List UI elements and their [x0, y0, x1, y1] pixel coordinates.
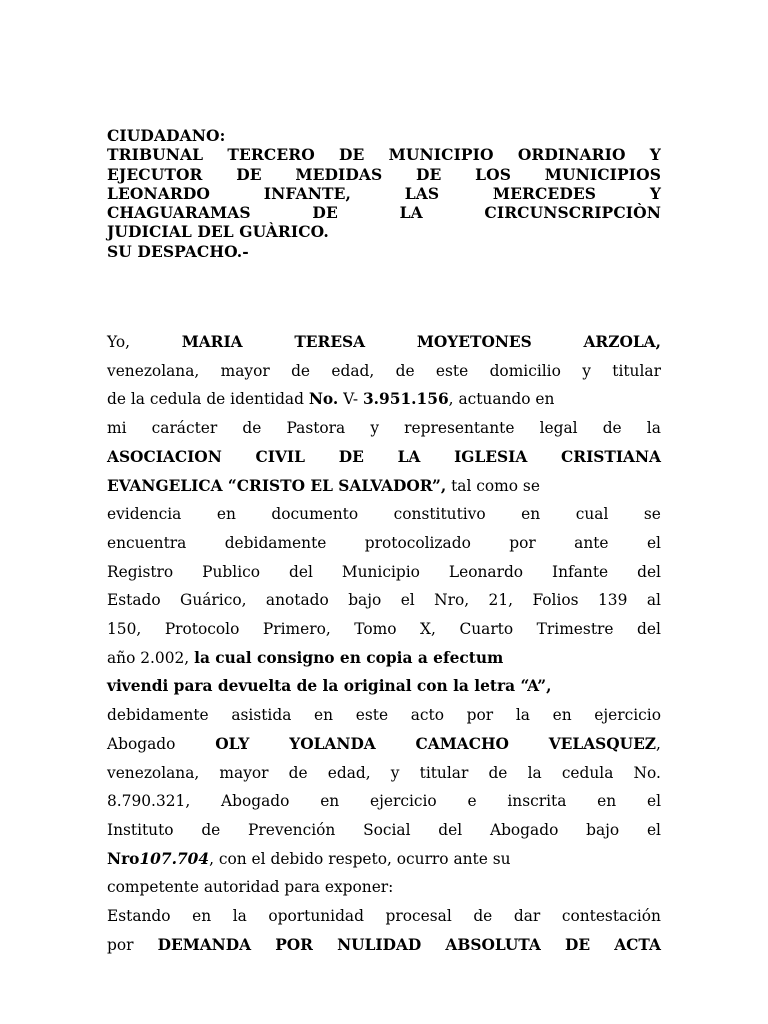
- word: ACTA: [614, 935, 661, 954]
- word: MUNICIPIOS: [544, 164, 661, 184]
- word: el: [646, 820, 661, 839]
- word: Primero,: [262, 620, 331, 639]
- word: de: [201, 820, 221, 839]
- header-line-7: SU DESPACHO.-: [107, 241, 249, 261]
- body-line-16: [107, 759, 661, 788]
- body-line-12: [107, 644, 661, 673]
- word: ,: [656, 734, 661, 753]
- word: INFANTE,: [263, 183, 352, 203]
- word: LAS: [404, 183, 440, 203]
- word: mayor: [220, 361, 270, 380]
- word: Publico: [202, 562, 261, 581]
- body-line-14: [107, 701, 661, 730]
- word: en: [320, 792, 340, 811]
- word: MUNICIPIO: [388, 145, 494, 165]
- text-run: , con el debido respeto, ocurro ante su: [209, 849, 511, 868]
- word: por: [107, 935, 134, 954]
- word: cedula: [561, 763, 614, 782]
- word: titular: [612, 361, 661, 380]
- word: 150,: [107, 620, 142, 639]
- word: ORDINARIO: [517, 145, 626, 165]
- text-run: la cual consigno en copia a efectum: [194, 648, 504, 667]
- word: EJECUTOR: [107, 164, 203, 184]
- word: Tomo: [354, 620, 397, 639]
- header-line-1: CIUDADANO:: [107, 126, 226, 145]
- word: anotado: [265, 591, 329, 610]
- word: cual: [575, 505, 609, 524]
- body-line-1: [107, 328, 661, 357]
- text-run: , actuando en: [448, 390, 555, 409]
- word: en: [521, 505, 541, 524]
- body-line-10: [107, 586, 661, 615]
- word: se: [643, 505, 661, 524]
- document-body: [107, 328, 661, 959]
- text-run: de la cedula de identidad: [107, 390, 309, 409]
- word: en: [314, 706, 334, 725]
- word: Estando: [107, 907, 171, 926]
- word: Infante: [552, 562, 609, 581]
- word: de: [602, 419, 622, 438]
- body-line-7: [107, 500, 661, 529]
- word: e: [467, 792, 477, 811]
- body-line-5: [107, 443, 661, 472]
- word: Abogado: [221, 792, 290, 811]
- word: TERCERO: [227, 145, 315, 165]
- text-run: 107.704: [139, 849, 210, 868]
- word: bajo: [586, 820, 620, 839]
- word: de: [242, 419, 262, 438]
- word: venezolana,: [107, 361, 200, 380]
- word: Instituto: [107, 820, 174, 839]
- word: CIRCUNSCRIPCIÒN: [484, 203, 661, 223]
- word: 139: [598, 591, 628, 610]
- word: inscrita: [507, 792, 567, 811]
- word: de: [488, 763, 508, 782]
- word: de: [291, 361, 311, 380]
- header-line-4: [107, 184, 661, 203]
- word: DEMANDA: [157, 935, 252, 954]
- word: Y: [649, 183, 661, 203]
- header-line-6: JUDICIAL DEL GUÀRICO.: [107, 222, 329, 242]
- text-run: No.: [308, 390, 339, 409]
- word: Cuarto: [459, 620, 514, 639]
- word: DE: [416, 164, 442, 184]
- word: Prevención: [248, 820, 336, 839]
- body-line-13: vivendi para devuelta de la original con la letra “A”,: [107, 677, 552, 696]
- text-run: Nro: [107, 849, 140, 868]
- word: del: [288, 562, 313, 581]
- body-line-9: [107, 558, 661, 587]
- word: representante: [404, 419, 515, 438]
- word: mi: [107, 419, 127, 438]
- word: CAMACHO: [415, 734, 509, 753]
- word: asistida: [231, 706, 292, 725]
- word: de: [473, 907, 493, 926]
- header-line-5: [107, 203, 661, 222]
- word: Abogado: [489, 820, 559, 839]
- word: oportunidad: [268, 907, 364, 926]
- body-line-18: [107, 816, 661, 845]
- word: YOLANDA: [289, 734, 376, 753]
- word: por: [509, 533, 536, 552]
- word: POR: [275, 935, 313, 954]
- header-line-2: [107, 145, 661, 164]
- word: y: [582, 361, 591, 380]
- word: TERESA: [294, 333, 366, 351]
- word: NULIDAD: [337, 935, 422, 954]
- word: ante: [574, 533, 609, 552]
- word: el: [646, 533, 661, 552]
- word: la: [515, 706, 530, 725]
- body-line-19: [107, 845, 661, 874]
- word: carácter: [151, 419, 218, 438]
- word: en: [216, 505, 236, 524]
- word: este: [355, 706, 389, 725]
- word: DE: [312, 203, 338, 223]
- word: MEDIDAS: [295, 164, 383, 184]
- body-line-20: competente autoridad para exponer:: [107, 878, 394, 897]
- word: ABSOLUTA: [445, 935, 541, 954]
- word: VELASQUEZ: [548, 734, 657, 753]
- word: LA: [399, 203, 423, 223]
- word: ARZOLA,: [583, 333, 661, 351]
- body-line-11: [107, 615, 661, 644]
- text-run: 3.951.156: [362, 390, 449, 409]
- word: MOYETONES: [416, 333, 532, 351]
- word: procesal: [385, 907, 452, 926]
- word: del: [438, 820, 463, 839]
- word: DE: [564, 935, 591, 954]
- body-line-4: [107, 414, 661, 443]
- word: constitutivo: [393, 505, 486, 524]
- body-line-21: [107, 902, 661, 931]
- word: MARIA: [181, 333, 243, 351]
- word: Leonardo: [448, 562, 524, 581]
- word: Y: [649, 145, 661, 165]
- word: Nro,: [434, 591, 470, 610]
- word: la: [232, 907, 247, 926]
- word: contestación: [561, 907, 661, 926]
- word: 8.790.321,: [107, 792, 191, 811]
- body-line-3: [107, 385, 661, 414]
- word: y: [390, 763, 400, 782]
- word: del: [637, 620, 661, 639]
- word: TRIBUNAL: [107, 145, 204, 165]
- word: el: [646, 792, 661, 811]
- document-header: [107, 126, 661, 261]
- text-run: tal como se: [446, 476, 540, 495]
- word: ejercicio: [370, 792, 437, 811]
- word: Trimestre: [536, 620, 614, 639]
- text-run: año 2.002,: [107, 648, 195, 667]
- word: y: [370, 419, 380, 438]
- word: DE: [236, 164, 262, 184]
- word: protocolizado: [364, 533, 471, 552]
- word: mayor: [219, 763, 269, 782]
- word: DE: [339, 145, 365, 165]
- word: la: [527, 763, 542, 782]
- word: legal: [539, 419, 578, 438]
- word: IGLESIA: [454, 447, 528, 466]
- body-line-22: [107, 931, 661, 960]
- word: debidamente: [224, 533, 327, 552]
- word: en: [552, 706, 572, 725]
- word: Abogado: [107, 734, 176, 753]
- word: edad,: [327, 763, 371, 782]
- word: CRISTIANA: [561, 447, 661, 466]
- word: MERCEDES: [492, 183, 597, 203]
- word: Social: [363, 820, 411, 839]
- text-run: EVANGELICA “CRISTO EL SALVADOR”,: [107, 476, 447, 495]
- word: el: [400, 591, 415, 610]
- word: No.: [633, 763, 661, 782]
- word: la: [646, 419, 661, 438]
- word: en: [597, 792, 617, 811]
- word: venezolana,: [107, 763, 200, 782]
- word: LA: [397, 447, 421, 466]
- word: de: [288, 763, 308, 782]
- word: ASOCIACION: [107, 447, 222, 466]
- word: 21,: [488, 591, 514, 610]
- word: X,: [420, 620, 436, 639]
- word: del: [637, 562, 661, 581]
- body-line-8: [107, 529, 661, 558]
- word: edad,: [331, 361, 375, 380]
- word: Protocolo: [164, 620, 240, 639]
- word: Guárico,: [180, 591, 247, 610]
- word: dar: [513, 907, 541, 926]
- body-line-15: [107, 730, 661, 759]
- word: acto: [410, 706, 444, 725]
- word: CIVIL: [255, 447, 305, 466]
- word: en: [192, 907, 212, 926]
- word: de: [395, 361, 415, 380]
- word: documento: [271, 505, 359, 524]
- body-line-6: [107, 472, 661, 501]
- word: LEONARDO: [107, 183, 211, 203]
- word: encuentra: [107, 533, 187, 552]
- word: CHAGUARAMAS: [107, 203, 251, 223]
- word: titular: [419, 763, 469, 782]
- word: Yo,: [107, 333, 130, 351]
- word: Folios: [532, 591, 579, 610]
- word: Pastora: [286, 419, 346, 438]
- word: Registro: [107, 562, 174, 581]
- body-line-2: [107, 357, 661, 386]
- word: por: [466, 706, 494, 725]
- header-line-3: [107, 165, 661, 184]
- word: ejercicio: [594, 706, 661, 725]
- word: este: [435, 361, 469, 380]
- word: domicilio: [489, 361, 561, 380]
- body-line-17: [107, 787, 661, 816]
- word: bajo: [348, 591, 382, 610]
- word: DE: [338, 447, 364, 466]
- word: evidencia: [107, 505, 182, 524]
- word: al: [646, 591, 661, 610]
- word: Municipio: [341, 562, 420, 581]
- word: OLY: [215, 734, 250, 753]
- text-run: V-: [338, 390, 363, 409]
- word: LOS: [475, 164, 512, 184]
- word: debidamente: [107, 706, 209, 725]
- word: Estado: [107, 591, 161, 610]
